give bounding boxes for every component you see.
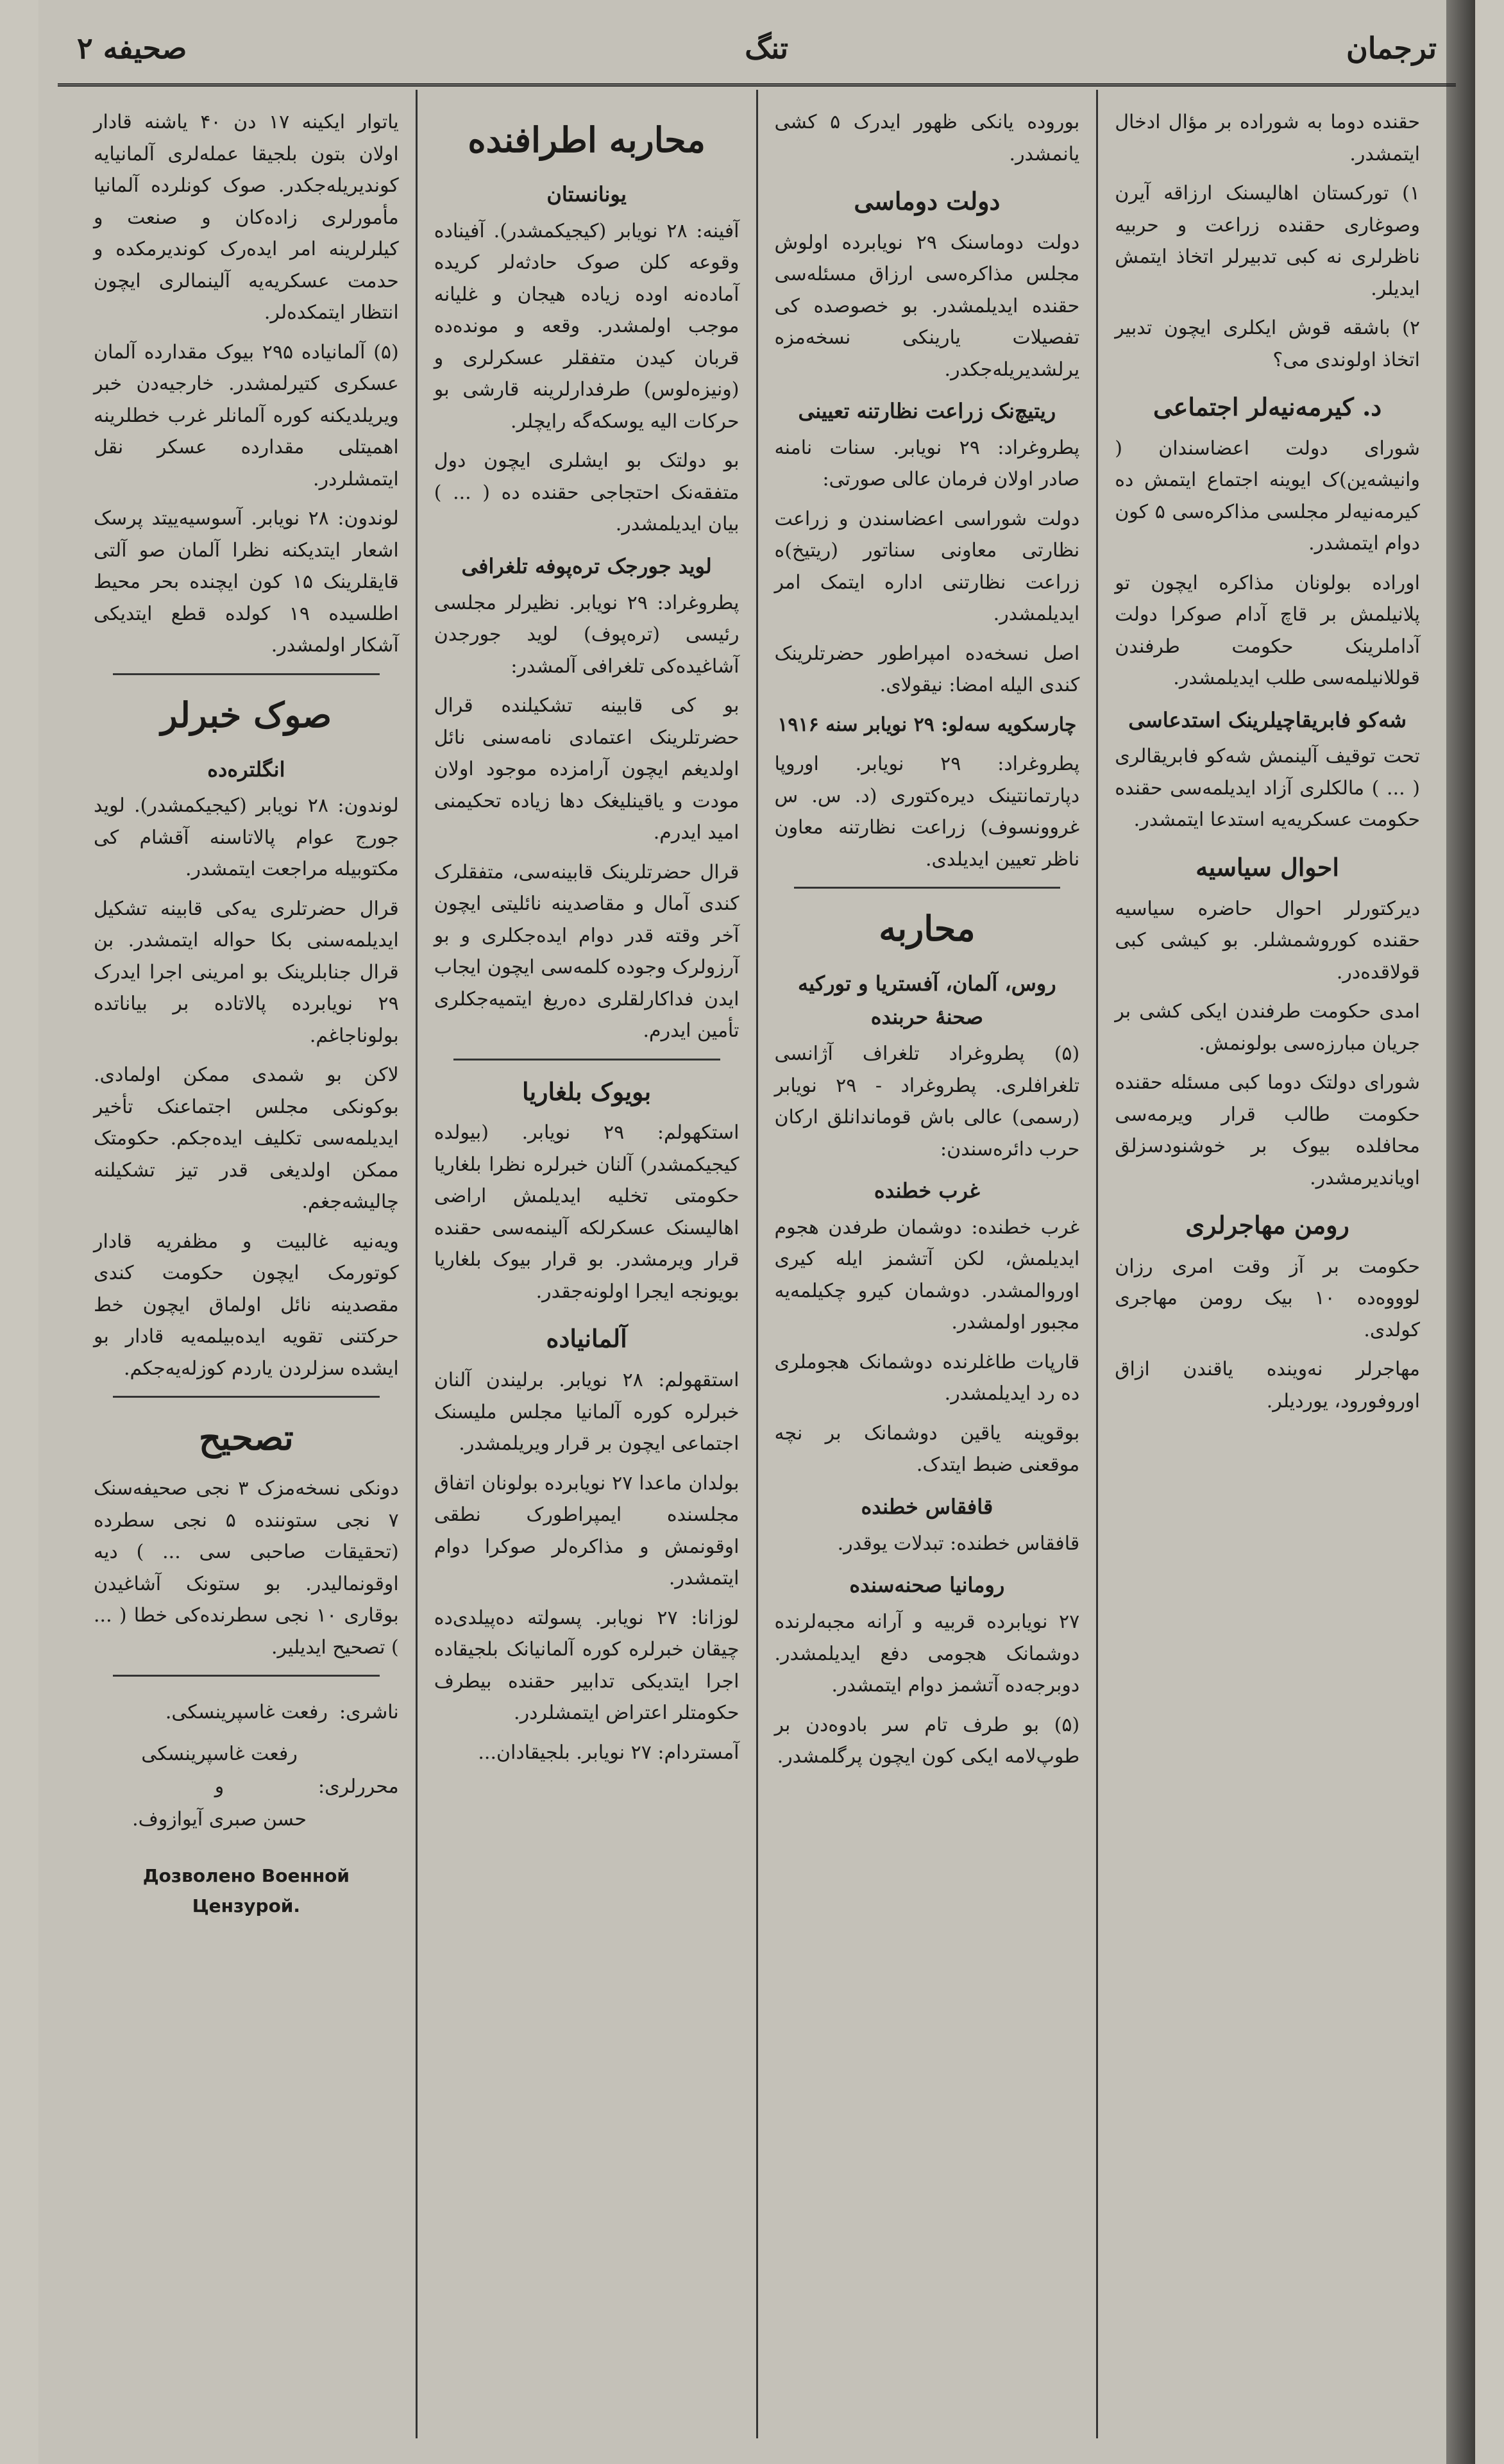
divider bbox=[113, 1396, 380, 1398]
paragraph: استقهولم: ۲۸ نویابر. برلیندن آلنان خبرلره کوره آلمانیا مجلس ملیسنک اجتماعی ایچون بر قرار ویریلمشدر. bbox=[434, 1369, 739, 1455]
section-heading: قافقاس خطنده bbox=[861, 1494, 993, 1519]
section-heading: ریتیچ‌نک زراعت نظارتنه تعیینی bbox=[798, 399, 1056, 424]
paragraph: بوروده یانکی ظهور ایدرک ۵ کشی یانمشدر. bbox=[774, 111, 1080, 165]
page-number: صحیفه ۲ bbox=[77, 31, 187, 65]
paragraph: (۵) بو طرف تام سر بادوه‌دن بر طوپ‌لامه ایکی کون ایچون پرگلمشدر. bbox=[774, 1713, 1080, 1768]
paragraph: دولت شوراسی اعضاسندن و زراعت نظارتی معاونی سناتور (ریتیخ)ه زراعت نظارتنی اداره ایتمک امر ایدیلمشدر. bbox=[774, 507, 1080, 626]
paragraph: (۵) آلمانیاده ۲۹۵ بیوک مقدارده آلمان عسکری کتیرلمشدر. خارجیه‌دن خبر ویریلدیکنه کوره آلمانلر غرب خطلرینه اهمیتلی مقدارده عسکر نقل ایتمشلردر. bbox=[94, 340, 399, 490]
paragraph: بولدان ماعدا ۲۷ نویابرده بولونان اتفاق مجلسنده ایمپراطورک نطقی اوقونمش و مذاکره‌لر صوکرا دوام ایتمشدر. bbox=[434, 1471, 739, 1590]
paragraph: آفینه: ۲۸ نویابر (کیجیکمشدر). آفیناده وقوعه کلن صوک حادثه‌لر کریده آماده‌نه اوده زیاده هیجان و غلیانه موجب اولمشدر. وقعه و مونده‌ده قربان کیدن متفقلر عسکرلری و (ونیزه‌لوس) طرفدارلرینه قارشی بو حرکات الیه یوسکه‌گه رایچلر. bbox=[434, 219, 739, 433]
paragraph: لوزانا: ۲۷ نویابر. پسولته ده‌پیلدی‌ده چیقان خبرلره کوره آلمانیانک بلجیقاده اجرا ایتدیکی تدابیر حقنده بیطرف حکومتلر اعتراض ایتمشلردر. bbox=[434, 1606, 739, 1725]
section-heading: د. کیرمه‌نیه‌لر اجتماعی bbox=[1153, 392, 1382, 421]
censor-stamp: Дозволено Военной Цензурой. bbox=[142, 1865, 350, 1916]
section-heading: شه‌کو فابریقاچیلرینک استدعاسی bbox=[1128, 707, 1407, 732]
section-subheading: انگلتره‌ده bbox=[207, 757, 285, 782]
paragraph: بو دولتک بو ایشلری ایچون دول متفقه‌نک احتجاجی حقنده ده ( ... ) بیان ایدیلمشدر. bbox=[434, 449, 739, 536]
paragraph: لوندون: ۲۸ نویابر (کیجیکمشدر). لوید جورج عوام پالاتاسنه آقشام کی مکتوبیله مراجعت ایتمشدر. bbox=[94, 794, 399, 881]
paragraph: ۲) باشقه قوش ایکلری ایچون تدبیر اتخاذ اولوندی می؟ bbox=[1115, 317, 1420, 371]
section-heading: رومن مهاجرلری bbox=[1185, 1211, 1349, 1240]
paragraph: امدی حکومت طرفندن ایکی کشی بر جریان مبارزه‌سی بولونمش. bbox=[1115, 1000, 1420, 1055]
section-heading: احوال سیاسیه bbox=[1196, 852, 1339, 882]
masthead-center: تنگ bbox=[745, 31, 789, 65]
paragraph: پطروغراد: ۲۹ نویابر. نظیرلر مجلسی رئیسی (تره‌پوف) لوید جورجدن آشاغیده‌کی تلغرافی آلمشدر: bbox=[434, 591, 739, 678]
editors-label: محررلری: bbox=[317, 1775, 399, 1798]
section-heading: لوید جورجک تره‌پوفه تلغرافی bbox=[461, 553, 712, 578]
masthead-title: ترجمان bbox=[1346, 31, 1437, 65]
section-heading: صوک خبرلر bbox=[160, 694, 332, 735]
editor-name: رفعت غاسپرینسکی bbox=[141, 1743, 298, 1766]
divider bbox=[453, 1059, 720, 1060]
paragraph: دولت دوماسنک ۲۹ نویابرده اولوش مجلس مذاکره‌سی ارزاق مسئله‌سی حقنده ایدیلمشدر. بو خصوصده کی تفصیلات یارینکی نسخه‌مزه یرلشدیریله‌جکدر. bbox=[774, 231, 1080, 381]
paragraph: قرال حضرتلرینک قابینه‌سی، متفقلرک کندی آمال و مقاصدینه نائلیتی ایچون آخر وقته قدر دوام ایده‌جکلری و بو آرزولرک وجوده کلمه‌سی ایچون ایجاب ایدن فداکارلقلری ده‌ریغ ایتمیه‌جکلری تأمین ایدرم. bbox=[434, 860, 739, 1043]
paragraph: استکهولم: ۲۹ نویابر. (بیولده کیجیکمشدر) آلنان خبرلره نظرا بلغاریا حکومتی تخلیه ایدیلمش اراضی اهالیسنک عسکرلکه آلینمه‌سی حقنده قرار ویرمشدر. بو قرار بیوک بلغاریا بویونجه ایجرا اولونه‌جقدر. bbox=[434, 1121, 739, 1303]
paragraph: اوراده بولونان مذاکره ایچون تو پلانیلمش بر قاچ آدام صوکرا دولت آداملرینک حکومت طرفندن قوللانیلمه‌سی طلب ایدیلمشدر. bbox=[1115, 571, 1420, 690]
paragraph: حکومت بر آز وقت امری رزان لوووه‌ده ۱۰ بیک رومن مهاجری کولدی. bbox=[1115, 1255, 1420, 1341]
paragraph: لوندون: ۲۸ نویابر. آسوسیه‌ییتد پرسک اشعار ایتدیکنه نظرا آلمان صو آلتی قایقلرینک ۱۵ کون ایچنده بحر محیط اطلسیده ۱۹ کولده قطع ایتدیکی آشکار اولمشدر. bbox=[94, 507, 399, 657]
paragraph: مهاجرلر نه‌وینده یاقندن ازاق اوروفورود، یوردیلر. bbox=[1115, 1358, 1420, 1412]
paragraph: پطروغراد: ۲۹ نویابر. سنات نامنه صادر اولان فرمان عالی صورتی: bbox=[774, 436, 1080, 491]
paragraph: یاتوار ایکینه ۱۷ دن ۴۰ یاشنه قادار اولان بتون بلجیقا عمله‌لری آلمانیایه کوندیریله‌جکدر. صوک کونلرده آلمانیا مأمورلری زاده‌کان و صنعت و کیلرلرینه امر ایده‌رک کوندیرمکده و حدمت عسکریه‌یه آلینمالری ایچون انتظار ایتمکده‌لر. bbox=[94, 111, 399, 324]
section-heading: غرب خطنده bbox=[874, 1178, 980, 1203]
paragraph: قافقاس خطنده: تبدلات یوقدر. bbox=[837, 1532, 1080, 1555]
paragraph: حقنده دوما به شوراده بر مؤال ادخال ایتمشدر. bbox=[1115, 111, 1420, 165]
paragraph: غرب خطنده: دوشمان طرفدن هجوم ایدیلمش، لکن آتشمز ایله کیری اوروالمشدر. دوشمان کیرو چکیلمه‌یه مجبور اولمشدر. bbox=[774, 1216, 1080, 1334]
editors-row bbox=[94, 1738, 399, 1836]
paragraph: اصل نسخه‌ده امپراطور حضرتلرینک کندی الیله امضا: نیقولای. bbox=[774, 642, 1080, 697]
section-heading: تصحیح bbox=[198, 1417, 294, 1459]
divider bbox=[794, 887, 1061, 889]
paragraph: آمستردام: ۲۷ نویابر. بلجیقادان... bbox=[478, 1741, 739, 1764]
section-heading: رومانیا صحنه‌سنده bbox=[849, 1573, 1005, 1598]
paragraph: بوقوینه یاقین دوشمانک بر نچه موقعنی ضبط ایتدک. bbox=[774, 1421, 1080, 1477]
section-heading: محاربه اطرافنده bbox=[468, 119, 706, 160]
imprint bbox=[94, 1696, 399, 1836]
editor-name: حسن صبری آیوازوف. bbox=[132, 1808, 307, 1831]
dateline: چارسکویه سه‌لو: ۲۹ نویابر سنه ۱۹۱۶ bbox=[777, 713, 1077, 736]
section-subheading: یونانستان bbox=[546, 182, 627, 207]
paragraph: لاکن بو شمدی ممکن اولمادی. بوکونکی مجلس اجتماعنک تأخیر ایدیلمه‌سی تکلیف ایده‌جکم. حکومتک ممکن اولدیغی قدر تیز تشکیلنه چالیشه‌جغم. bbox=[94, 1064, 399, 1214]
section-heading: بویوک بلغاریا bbox=[522, 1077, 652, 1106]
column-4 bbox=[77, 90, 416, 2438]
section-heading: آلمانیاده bbox=[546, 1324, 627, 1354]
paragraph: شورای دولت اعضاسندان ( وانیشه‌ین)ک ایوینه اجتماع ایتمش ده کیرمه‌نیه‌لر مجلسی مذاکره‌سی ۵ کون دوام ایتمشدر. bbox=[1115, 437, 1420, 555]
paragraph: شورای دولتک دوما کبی مسئله حقنده حکومت طالب قرار ویرمه‌سی محافلده بیوک بر خوشنودسزلق اویاندیرمشدر. bbox=[1115, 1071, 1420, 1189]
paragraph: ۲۷ نویابرده قربیه و آرانه مجبه‌لرنده دوشمانک هجومی دفع ایدیلمشدر. دوبرجه‌ده آتشمز دوام ایتمشدر. bbox=[774, 1611, 1080, 1697]
paragraph: بو کی قابینه تشکیلنده قرال حضرتلرینک اعتمادی نامه‌سنی نائل اولدیغم ایچون آرامزده موجود اولان مودت و یاقینلیغک دها زیاده تحکیمنی امید ایدرم. bbox=[434, 694, 739, 844]
publisher-name: رفعت غاسپرینسکی. bbox=[165, 1701, 328, 1724]
newspaper-page bbox=[38, 0, 1475, 2464]
section-heading: دولت دوماسی bbox=[854, 187, 1001, 215]
divider bbox=[113, 1675, 380, 1677]
publisher-label: ناشری: bbox=[339, 1701, 399, 1724]
scan-edge bbox=[1446, 0, 1475, 2464]
paragraph: قرال حضرتلری یه‌کی قابینه تشکیل ایدیلمه‌سنی بکا حواله ایتمشدر. بن قرال جنابلرینک بو امرینی اجرا ایدرک ۲۹ نویابرده پالاتاده بر بیاناتده بولوناجاغم. bbox=[94, 897, 399, 1047]
paragraph: ۱) تورکستان اهالیسنک ارزاقه آیرن وصوغاری حقنده زراعت و حربیه ناظرلری نه کبی تدبیرلر اتخاذ ایتمش ایدیلر. bbox=[1115, 182, 1420, 300]
paragraph: تحت توقیف آلینمش شه‌کو فابریقالری ( ... ) مالکلری آزاد ایدیلمه‌سی حقنده حکومت عسکریه‌یه استدعا ایتمشدر. bbox=[1115, 745, 1420, 832]
column-3 bbox=[416, 90, 756, 2438]
paragraph: پطروغراد: ۲۹ نویابر. اوروپا دپارتمانتینک دیره‌کتوری (د. س. س غروونسوف) زراعت نظارتنه معاون ناظر تعیین ایدیلدی. bbox=[774, 753, 1080, 871]
publisher-row bbox=[94, 1696, 399, 1729]
column-2 bbox=[756, 90, 1097, 2438]
editor-conjunction: و bbox=[214, 1775, 224, 1798]
article-columns bbox=[77, 90, 1437, 2438]
paragraph: قارپات طاغلرنده دوشمانک هجوملری ده رد ایدیلمشدر. bbox=[774, 1350, 1080, 1405]
paragraph: دیرکتورلر احوال حاضره سیاسیه حقنده کوروشمشلر. بو کیشی کبی قولاقده‌در. bbox=[1115, 897, 1420, 984]
paragraph: دونکی نسخه‌مزک ۳ نجی صحیفه‌سنک ۷ نجی ستوننده ۵ نجی سطرده (تحقیقات صاحبی سی ... ) دیه‌ اوقونمالیدر. بو ستونک آشاغیدن بوقاری ۱۰ نجی سطرنده‌کی خطا ( ... ) تصحیح ایدیلیر. bbox=[94, 1477, 399, 1659]
paragraph: (۵) پطروغراد تلغراف آژانسی تلغرافلری. پطروغراد - ۲۹ نویابر (رسمی) عالی باش قوماندانلق ارکان حرب دائره‌سندن: bbox=[774, 1043, 1080, 1161]
masthead bbox=[58, 13, 1456, 87]
editors-list bbox=[132, 1738, 307, 1836]
paragraph: ویه‌نیه غالبیت و مظفریه قادار کوتورمک ایچون حکومت کندی مقصدینه نائل اولماق ایچون خط حرکتنی تقویه ایده‌بیلمه‌یه قادار بو ایشده سزلردن یاردم کوزله‌یه‌جکم. bbox=[94, 1230, 399, 1380]
section-subheading: روس، آلمان، آفستریا و تورکیه صحنهٔ حربنده bbox=[798, 971, 1056, 1030]
section-heading: محاربه bbox=[879, 908, 976, 950]
column-1 bbox=[1096, 90, 1437, 2438]
divider bbox=[113, 673, 380, 675]
